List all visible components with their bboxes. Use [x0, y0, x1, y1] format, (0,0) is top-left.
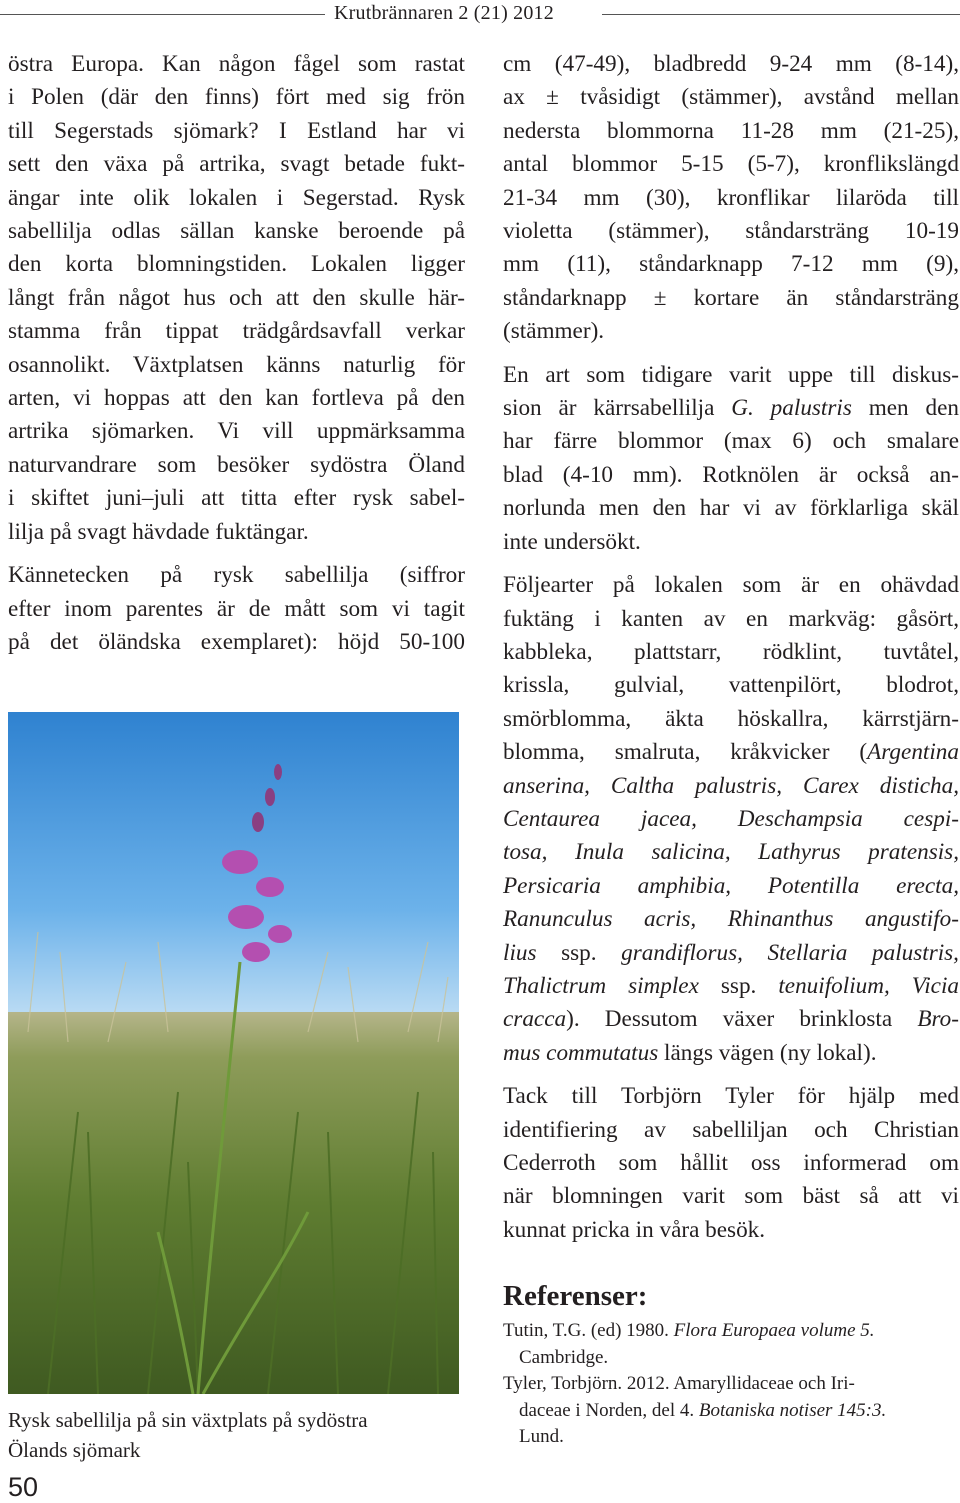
text-run: längs vägen (ny lokal).: [658, 1039, 877, 1066]
running-header: [0, 0, 960, 30]
paragraph: [8, 48, 465, 549]
text-run: ssp.: [536, 939, 622, 966]
paragraph: [8, 559, 465, 659]
text-run: sion är kärrsabellilja: [503, 395, 732, 422]
paragraph: [503, 1080, 959, 1247]
text-line: ax ± tvåsidigt (stämmer), avstånd mellan: [503, 84, 959, 111]
reference-title: Botaniska notiser 145:3.: [698, 1399, 887, 1421]
text-line: ängar inte olik lokalen i Segerstad. Rysk: [8, 184, 465, 211]
text-line: smörblomma, äkta höskallra, kärrstjärn-: [503, 705, 959, 732]
text-line: sett den växa på artrika, svagt betade fukt-: [8, 151, 465, 178]
species-name: Argentina: [867, 739, 959, 766]
text-line: [503, 1003, 959, 1036]
text-line: Kännetecken på rysk sabellilja (siffror: [8, 562, 465, 589]
reference-line: Lund.: [519, 1426, 564, 1447]
text-line: i skiftet juni–juli att titta efter rysk sabel-: [8, 485, 465, 512]
species-name: G. palustris: [731, 395, 852, 422]
text-line: kabbleka, plattstarr, rödklint, tuvtåtel,: [503, 638, 959, 665]
reference-line: Cambridge.: [519, 1346, 609, 1368]
text-run: blomma, smalruta, kråkvicker (: [503, 739, 868, 766]
journal-title: Krutbrännaren 2 (21) 2012: [334, 2, 554, 24]
page-number: 50: [8, 1472, 39, 1502]
text-line: [503, 736, 959, 769]
text-line: [503, 970, 959, 1003]
meadow-illustration: [8, 712, 459, 1394]
text-line: kunnat pricka in våra besök.: [503, 1216, 766, 1243]
species-name: lius: [503, 939, 537, 966]
text-line: lilja på svagt hävdade fuktängar.: [8, 518, 309, 545]
text-line: inte undersökt.: [503, 528, 641, 555]
species-name: mus commutatus: [503, 1039, 659, 1066]
caption-line: Rysk sabellilja på sin växtplats på sydöstra: [8, 1408, 368, 1432]
reference-item: [503, 1371, 959, 1451]
gladiolus-photo: [8, 712, 459, 1394]
text-run: men den: [851, 395, 959, 422]
text-line: Tack till Torbjörn Tyler för hjälp med: [503, 1083, 959, 1110]
left-column: [8, 48, 465, 669]
species-name: Persicaria amphibia, Potentilla erecta,: [503, 872, 959, 899]
species-name: cracca: [503, 1006, 567, 1033]
text-line: norlunda men den har vi av förklarliga skäl: [503, 495, 959, 522]
text-line: 21-34 mm (30), kronflikar lilaröda till: [503, 184, 959, 211]
text-line: Följearter på lokalen som är en ohävdad: [503, 572, 959, 599]
text-line: identifiering av sabelliljan och Christian: [503, 1116, 959, 1143]
reference-item: [503, 1318, 959, 1371]
text-line: Cederroth som hållit oss informerad om: [503, 1150, 959, 1176]
text-line: har färre blommor (max 6) och smalare: [503, 428, 959, 455]
text-line: östra Europa. Kan någon fågel som rastat: [8, 51, 465, 77]
species-name: grandiflorus, Stellaria palustris,: [621, 939, 959, 966]
text-line: den korta blomningstiden. Lokalen ligger: [8, 251, 465, 278]
text-line: arten, vi hoppas att den kan fortleva på den: [8, 385, 465, 412]
species-name: Centaurea jacea, Deschampsia cespi-: [503, 805, 959, 832]
text-line: mm (11), ståndarknapp 7-12 mm (9),: [503, 251, 959, 278]
text-line: när blomningen varit som bäst så att vi: [503, 1183, 959, 1210]
text-line: nedersta blommorna 11-28 mm (21-25),: [503, 117, 959, 144]
species-name: tenuifolium, Vicia: [778, 972, 959, 999]
text-line: artrika sjömarken. Vi vill uppmärksamma: [8, 418, 465, 445]
text-run: ). Dessutom växer brinklosta: [566, 1006, 918, 1033]
text-line: krissla, gulvial, vattenpilört, blodrot,: [503, 672, 959, 699]
reference-line: [503, 1318, 959, 1345]
header-rule-left: [0, 14, 325, 15]
text-line: efter inom parentes är de mått som vi tagit: [8, 595, 465, 622]
text-line: osannolikt. Växtplatsen känns naturlig för: [8, 351, 465, 378]
text-line: fuktäng i kanten av en markväg: gåsört,: [503, 605, 959, 632]
paragraph: [503, 569, 959, 1070]
references-list: [503, 1318, 959, 1451]
species-name: tosa, Inula salicina, Lathyrus pratensis,: [503, 839, 959, 866]
figure-caption: [8, 1405, 460, 1465]
text-run: daceae i Norden, del 4.: [519, 1399, 699, 1421]
paragraph: [503, 359, 959, 559]
text-run: Tutin, T.G. (ed) 1980.: [503, 1320, 674, 1341]
right-column: [503, 48, 959, 1257]
species-name: Bro-: [917, 1006, 959, 1033]
text-run: ssp.: [698, 972, 779, 999]
text-line: [503, 1037, 959, 1070]
text-line: [503, 803, 959, 836]
text-line: [503, 937, 959, 970]
text-line: violetta (stämmer), ståndarsträng 10-19: [503, 218, 959, 245]
text-line: [503, 903, 959, 936]
text-line: sabellilja odlas sällan kanske beroende på: [8, 218, 465, 245]
reference-line: [503, 1398, 959, 1425]
references-heading: Referenser:: [503, 1280, 648, 1312]
text-line: antal blommor 5-15 (5-7), kronflikslängd: [503, 151, 959, 178]
text-line: till Segerstads sjömark? I Estland har vi: [8, 117, 465, 144]
text-line: på det öländska exemplaret): höjd 50-100: [8, 628, 465, 655]
text-line: blad (4-10 mm). Rotknölen är också an-: [503, 461, 959, 488]
text-line: ståndarknapp ± kortare än ståndarsträng: [503, 284, 959, 311]
species-name: Ranunculus acris, Rhinanthus angustifo-: [503, 906, 959, 933]
text-line: cm (47-49), bladbredd 9-24 mm (8-14),: [503, 51, 959, 77]
paragraph: [503, 48, 959, 349]
text-line: [503, 392, 959, 425]
text-line: stamma från tippat trädgårdsavfall verkar: [8, 318, 465, 345]
text-line: (stämmer).: [503, 318, 605, 345]
text-line: [503, 770, 959, 803]
reference-title: Flora Europaea volume 5.: [673, 1320, 875, 1341]
text-line: [503, 836, 959, 869]
caption-line: Ölands sjömark: [8, 1438, 141, 1462]
text-line: långt från något hus och att den skulle här-: [8, 284, 465, 311]
text-line: [503, 870, 959, 903]
header-rule-right: [602, 14, 960, 15]
text-line: En art som tidigare varit uppe till diskus-: [503, 361, 959, 388]
reference-line: Tyler, Torbjörn. 2012. Amaryllidaceae och Iri-: [503, 1373, 855, 1394]
text-line: i Polen (där den finns) fört med sig frön: [8, 84, 465, 111]
species-name: Thalictrum simplex: [503, 972, 699, 999]
species-name: anserina, Caltha palustris, Carex disticha,: [503, 772, 959, 799]
text-line: naturvandrare som besöker sydöstra Öland: [8, 451, 465, 478]
